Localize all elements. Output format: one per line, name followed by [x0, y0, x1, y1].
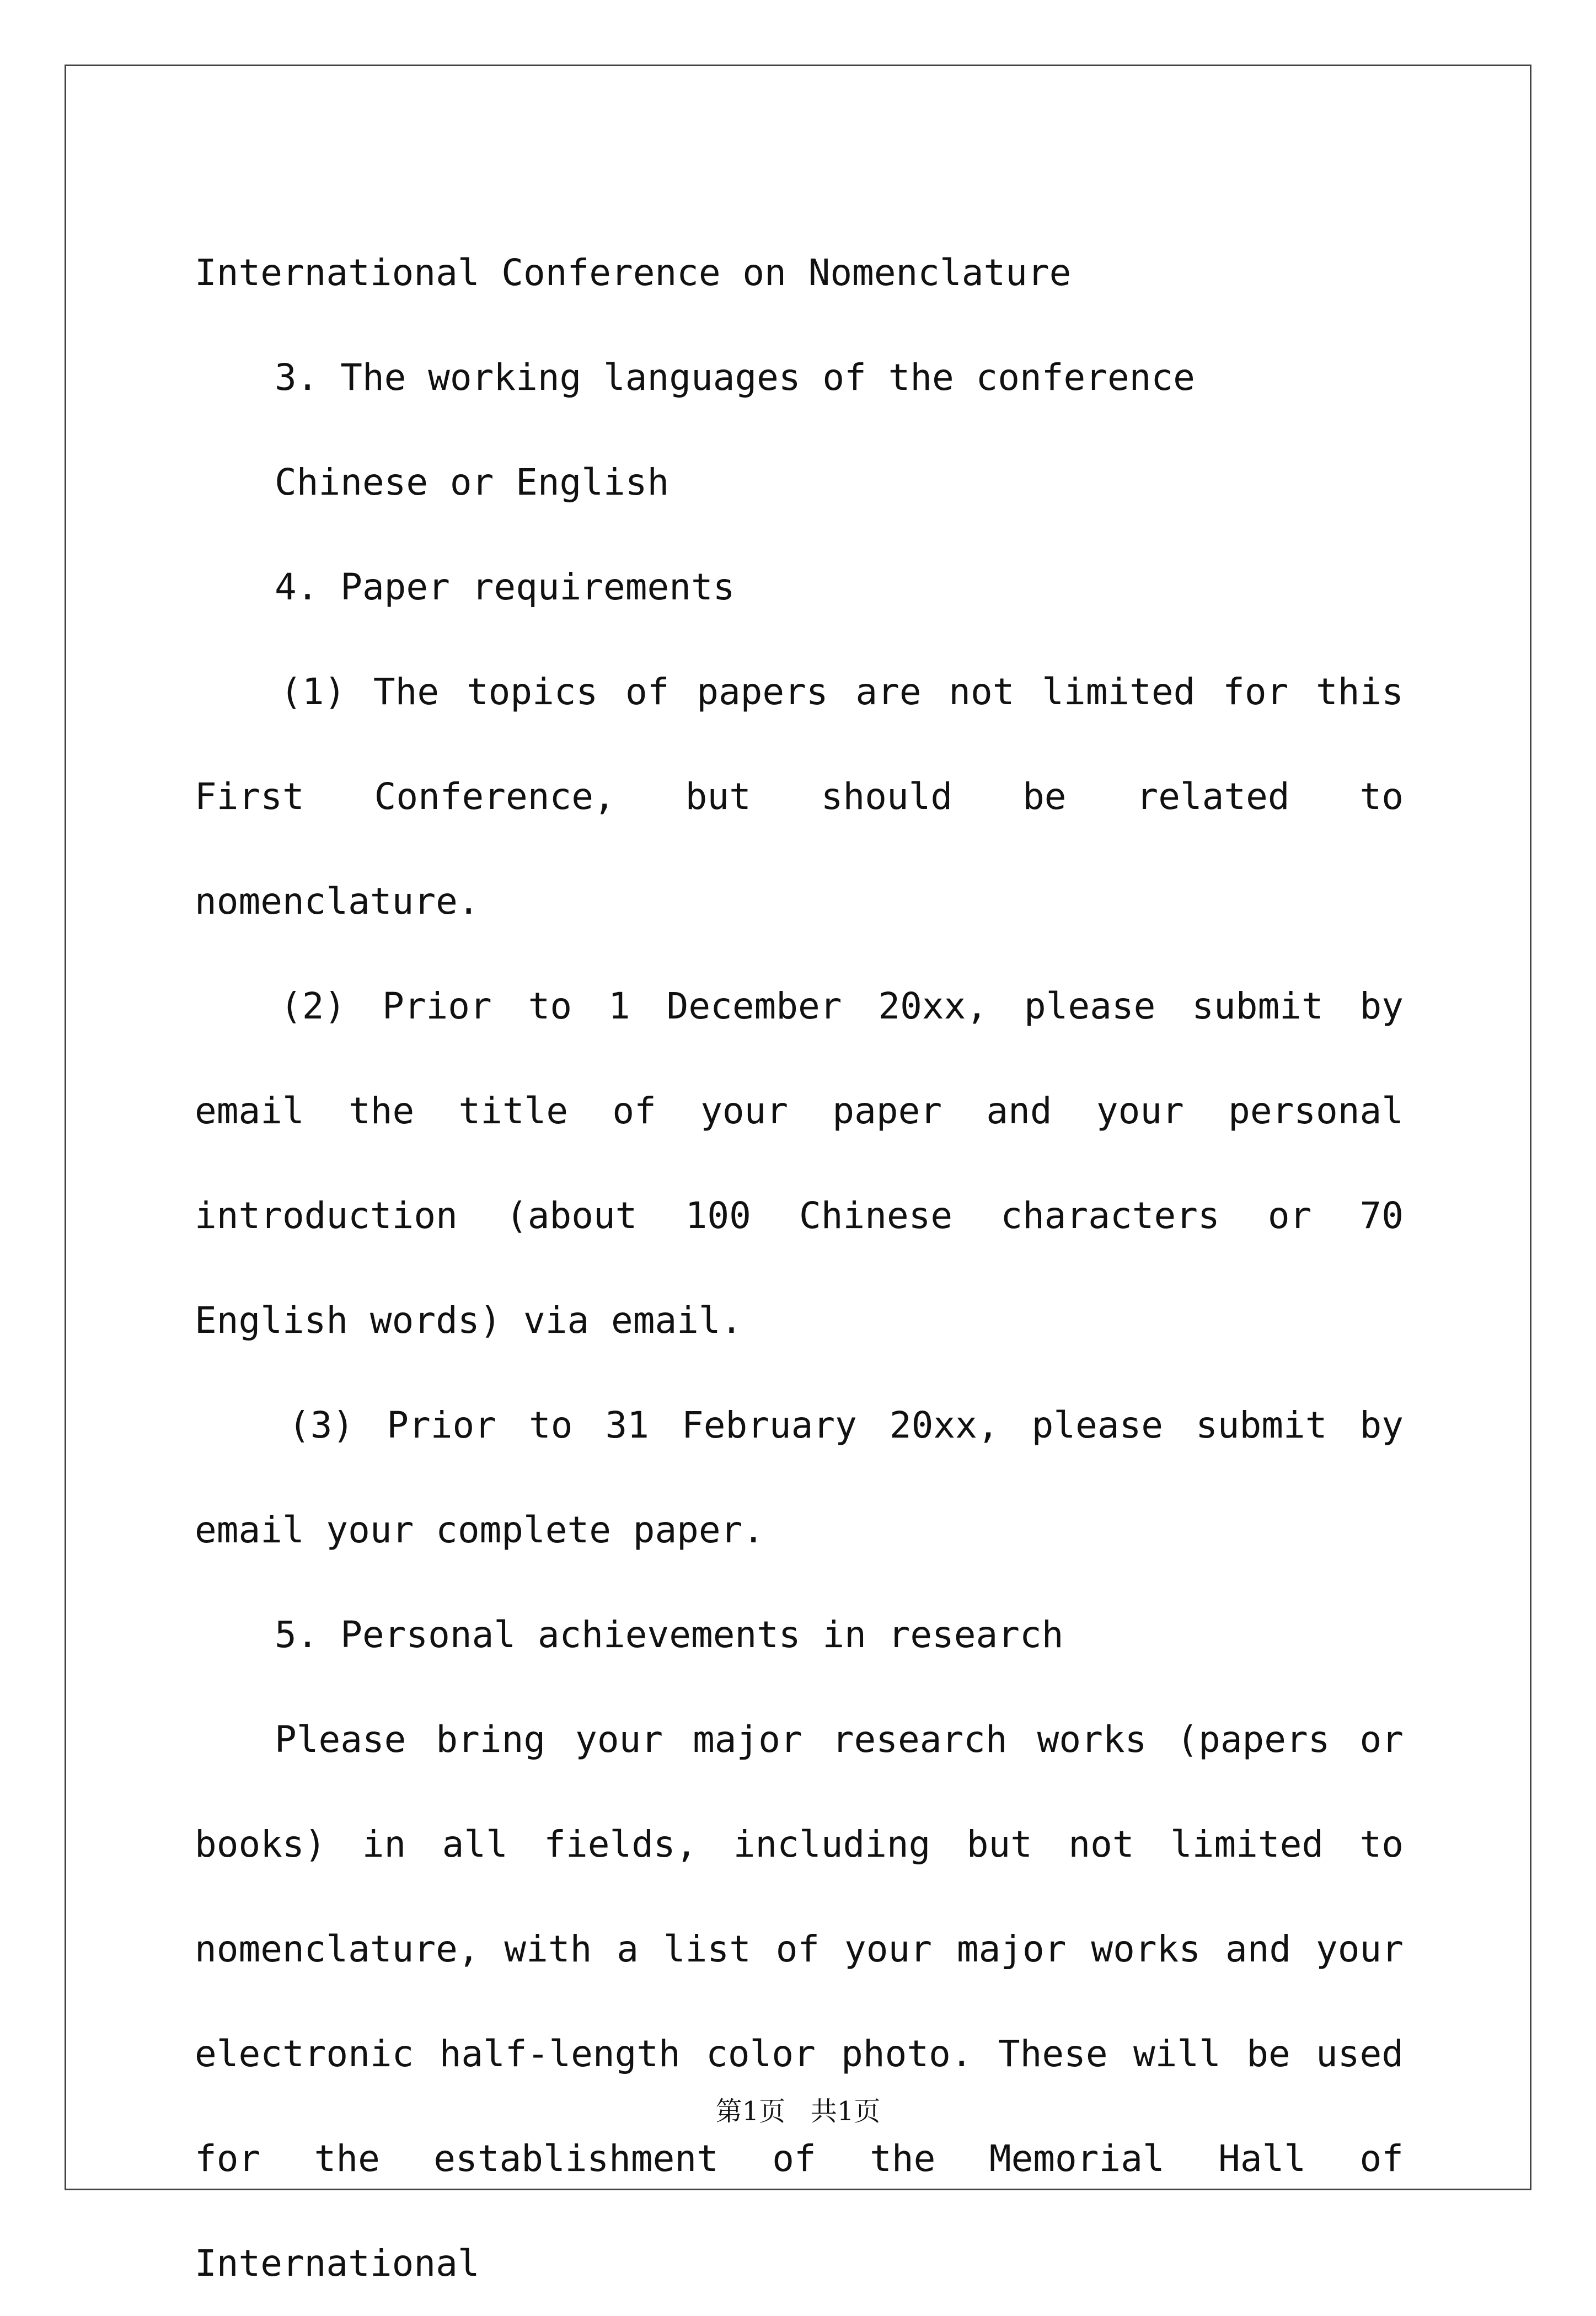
- requirement-item-1: (1) The topics of papers are not limited for this First Conference, but should be related to nomenclature.: [195, 671, 1404, 923]
- requirement-item-3: (3) Prior to 31 February 20xx, please submit by email your complete paper.: [195, 1404, 1404, 1551]
- page-number-label: 第1页: [715, 2096, 786, 2127]
- continued-heading-line: International Conference on Nomenclature: [195, 251, 1072, 294]
- requirement-item-2: (2) Prior to 1 December 20xx, please submit by email the title of your paper and your personal introduction (about 100 Chinese characters or 70 English words) via email.: [195, 985, 1404, 1342]
- document-body: [195, 221, 1404, 2316]
- page-footer: [0, 2090, 1596, 2128]
- personal-achievements-body: Please bring your major research works (papers or books) in all fields, including but not limited to nomenclature, with a list of your major works and your electronic half-length color photo. These will be used for the establishment of the Memorial Hall of International: [195, 1718, 1404, 2285]
- page-total-label: 共1页: [810, 2096, 881, 2127]
- section-heading-paper-requirements: 4. Paper requirements: [275, 566, 735, 608]
- working-languages-value: Chinese or English: [275, 461, 670, 503]
- section-heading-personal-achievements: 5. Personal achievements in research: [275, 1613, 1064, 1656]
- section-heading-working-languages: 3. The working languages of the conference: [275, 356, 1195, 399]
